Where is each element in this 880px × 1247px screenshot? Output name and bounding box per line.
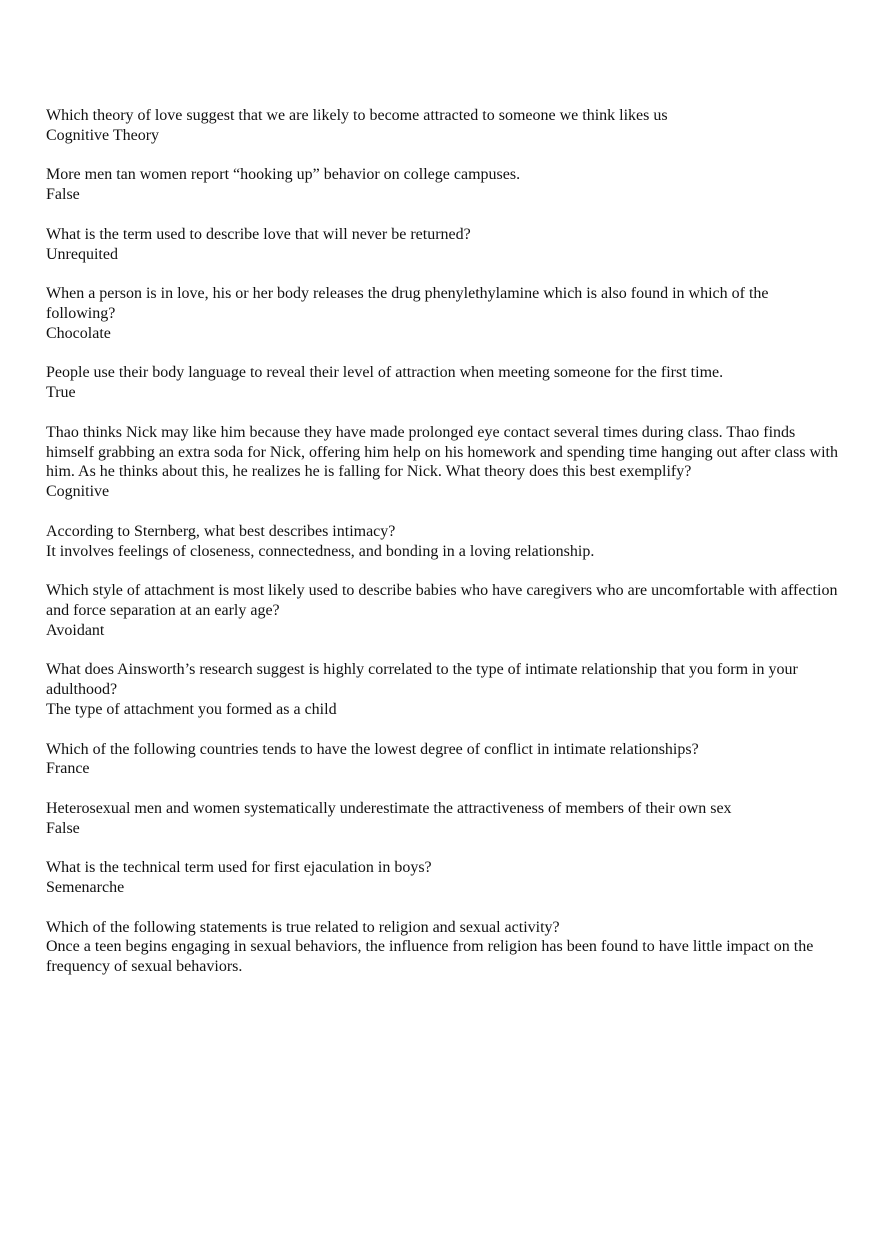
qa-item <box>46 106 841 146</box>
answer-text: Unrequited <box>46 245 118 263</box>
qa-item <box>46 740 841 780</box>
qa-item <box>46 225 841 265</box>
qa-item <box>46 522 841 562</box>
answer-text: False <box>46 186 80 204</box>
qa-item <box>46 799 841 839</box>
qa-item <box>46 858 841 898</box>
qa-item <box>46 165 841 205</box>
answer-text: It involves feelings of closeness, connectedness, and bonding in a loving relationship. <box>46 542 595 560</box>
answer-text: Chocolate <box>46 324 111 342</box>
answer-text: The type of attachment you formed as a child <box>46 700 337 718</box>
answer-text: Semenarche <box>46 879 125 897</box>
qa-item <box>46 581 841 640</box>
qa-list <box>46 106 841 997</box>
question-text: Which style of attachment is most likely used to describe babies who have caregivers who are uncomfortable with affection and force separation at an early age? <box>46 582 838 619</box>
qa-item <box>46 660 841 719</box>
question-text: According to Sternberg, what best describes intimacy? <box>46 522 396 540</box>
question-text: Which theory of love suggest that we are likely to become attracted to someone we think likes us <box>46 107 668 124</box>
answer-text: Avoidant <box>46 621 105 639</box>
question-text: What is the technical term used for first ejaculation in boys? <box>46 859 432 877</box>
question-text: More men tan women report “hooking up” behavior on college campuses. <box>46 166 521 184</box>
question-text: When a person is in love, his or her body releases the drug phenylethylamine which is also found in which of the following? <box>46 285 769 322</box>
question-text: What is the term used to describe love that will never be returned? <box>46 225 471 243</box>
question-text: Thao thinks Nick may like him because they have made prolonged eye contact several times during class. Thao finds himself grabbing an extra soda for Nick, offering him help on his homework and spending time hanging out after class with him. As he thinks about this, he realizes he is falling for Nick. What theory does this best exemplify? <box>46 423 838 481</box>
question-text: Which of the following countries tends to have the lowest degree of conflict in intimate relationships? <box>46 740 699 758</box>
question-text: People use their body language to reveal their level of attraction when meeting someone for the first time. <box>46 364 724 382</box>
question-text: Which of the following statements is true related to religion and sexual activity? <box>46 918 560 936</box>
answer-text: False <box>46 819 80 837</box>
answer-text: Cognitive Theory <box>46 126 160 144</box>
answer-text: True <box>46 384 76 402</box>
qa-item <box>46 918 841 977</box>
question-text: What does Ainsworth’s research suggest is highly correlated to the type of intimate relationship that you form in your adulthood? <box>46 661 798 699</box>
answer-text: Cognitive <box>46 483 110 501</box>
qa-item <box>46 363 841 403</box>
question-text: Heterosexual men and women systematically underestimate the attractiveness of members of their own sex <box>46 799 732 817</box>
qa-item <box>46 423 841 502</box>
qa-item <box>46 284 841 343</box>
answer-text: Once a teen begins engaging in sexual behaviors, the influence from religion has been found to have little impact on the frequency of sexual behaviors. <box>46 938 814 976</box>
answer-text: France <box>46 760 90 778</box>
